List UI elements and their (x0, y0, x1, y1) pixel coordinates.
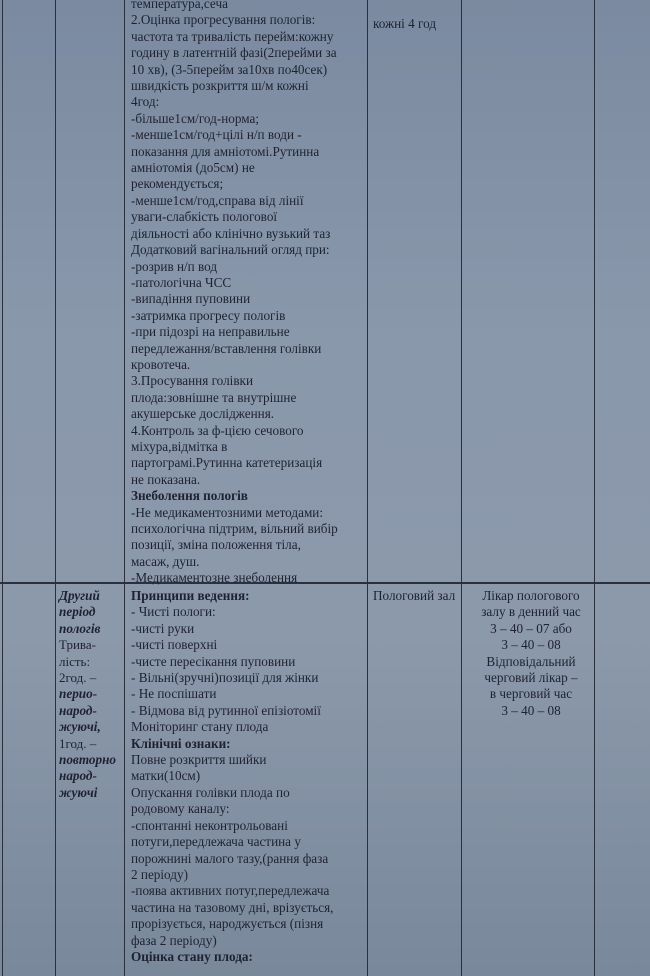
text-line: 2год. – (59, 670, 97, 686)
principles-lines (131, 604, 366, 735)
text-line: частина на тазовому дні, врізується, (131, 899, 334, 915)
text-line: -менше1см/год,справа від лінії (131, 192, 304, 208)
text-line: народ- (59, 702, 97, 718)
text-line: партограмі.Рутинна катетеризація (131, 455, 323, 471)
text-line: Повне розкриття шийки (131, 752, 267, 768)
title-line: пологів (59, 620, 101, 636)
text-line: Опускання голівки плода по (131, 784, 290, 800)
text-line: -більше1см/год-норма; (131, 110, 260, 126)
text-line: міхура,відмітка в (131, 438, 228, 454)
text-line: 4.Контроль за ф-цією сечового (131, 422, 304, 438)
column-divider (367, 0, 368, 976)
fetus-heading: Оцінка стану плода: (131, 948, 253, 964)
text-line: -спонтанні неконтрольовані (131, 817, 288, 833)
text-line: частота та тривалість перейм:кожну (131, 28, 334, 44)
text-line: уваги-слабкість пологової (131, 209, 278, 225)
text-line: не показана. (131, 471, 201, 487)
text-line: 2.Оцінка прогресування пологів: (131, 12, 316, 28)
text-line: -чисте пересікання пуповини (131, 653, 296, 669)
text-line: - Вільні(зручні)позиції для жінки (131, 670, 319, 686)
column-divider (55, 0, 56, 976)
column-divider (594, 0, 595, 976)
text-line: - Чисті пологи: (131, 604, 216, 620)
text-line: Додатковий вагінальний огляд при: (131, 242, 330, 258)
first-period-content (131, 0, 366, 587)
text-line: прорізується, народжується (пізня (131, 916, 324, 932)
text-line: -патологічна ЧСС (131, 274, 232, 290)
text-line: фаза 2 періоду) (131, 932, 217, 948)
title-line: період (59, 604, 96, 620)
text-line: матки(10см) (131, 768, 201, 784)
text-line: Відповідальний (486, 653, 576, 669)
text-line: 3 – 40 – 08 (501, 702, 561, 718)
text-line: повторно (59, 752, 117, 768)
text-line: швидкість розкриття ш/м кожні (131, 78, 309, 94)
text-line: 2 періоду) (131, 866, 188, 882)
column-divider (124, 0, 125, 976)
text-line: діяльності або клінічно вузький таз (131, 225, 331, 241)
text-line: -поява активних потуг,передлежача (131, 883, 330, 899)
text-line: показання для амніотомі.Рутинна (131, 143, 320, 159)
title-line: Другий (59, 588, 100, 603)
duration-values (59, 670, 123, 801)
second-period-place (373, 588, 461, 604)
second-period-responsible (469, 588, 593, 719)
text-line: -затримка прогресу пологів (131, 307, 286, 323)
text-line: амніотомія (до5см) не (131, 160, 255, 176)
anesthesia-lines (131, 505, 366, 587)
text-line: - Не поспішати (131, 686, 217, 702)
second-period-title-cell (59, 588, 123, 801)
text-line: передлежання/вставлення голівки (131, 340, 322, 356)
anesthesia-heading: Знеболення пологів (131, 488, 248, 504)
text-line: -розрив н/п вод (131, 258, 218, 274)
text-line: порожнині малого тазу,(рання фаза (131, 850, 329, 866)
text-line: акушерське дослідження. (131, 406, 275, 422)
text-line: -чисті поверхні (131, 637, 218, 653)
clinical-heading: Клінічні ознаки: (131, 735, 231, 751)
text-line: залу в денний час (481, 604, 581, 620)
text-line: 4год: (131, 94, 160, 110)
text-line: черговий лікар – (484, 670, 578, 686)
text-line: в черговий час (489, 686, 573, 702)
text-line: потуги,передлежача частина у (131, 834, 301, 850)
text-line: -менше1см/год+цілі н/п води - (131, 127, 302, 143)
text-line: Трива- (59, 637, 96, 653)
text-line: рекомендується; (131, 176, 224, 192)
text-line: -випадіння пуповини (131, 291, 251, 307)
text-line: 1год. – (59, 735, 97, 751)
text-line: 3 – 40 – 08 (501, 637, 561, 653)
clinical-lines (131, 752, 366, 949)
text-line: позиції, зміна положення тіла, (131, 537, 301, 553)
text-line: Лікар пологового (482, 588, 580, 603)
text-line: 10 хв), (3-5перейм за10хв по40сек) (131, 61, 328, 77)
principles-heading: Принципи ведення: (131, 588, 250, 603)
column-divider (461, 0, 462, 976)
text-line: жуючі, (59, 719, 101, 735)
text-line: - Відмова від рутинної епізіотомії (131, 702, 321, 718)
text-line: родовому каналу: (131, 801, 230, 817)
text-line: плода:зовнішне та внутрішне (131, 389, 297, 405)
second-period-content (131, 588, 366, 965)
text-line: народ- (59, 768, 97, 784)
text-line: -чисті руки (131, 620, 195, 636)
place-text: Пологовий зал (373, 588, 456, 603)
text-line: -Медикаментозне знеболення (131, 570, 298, 586)
text-line: 3.Просування голівки (131, 373, 254, 389)
text-line: 3 – 40 – 07 або (490, 620, 572, 636)
text-line: масаж, душ. (131, 553, 200, 569)
text-line: -при підозрі на неправильне (131, 324, 290, 340)
text-line: психологічна підтрим, вільний вибір (131, 521, 338, 536)
text-line: -Не медикаментозними методами: (131, 504, 324, 520)
text-line: Моніторинг стану плода (131, 719, 269, 735)
frequency-text: кожні 4 год (373, 16, 437, 31)
table-border-left (2, 0, 3, 976)
text-line: годину в латентній фазі(2перейми за (131, 45, 337, 61)
text-line: перио- (59, 686, 98, 702)
first-period-frequency (373, 16, 461, 32)
duration-label (59, 637, 123, 670)
text-line: температура,сеча (131, 0, 228, 11)
responsible-lines (469, 588, 593, 719)
text-line: лість: (59, 653, 91, 669)
second-period-title (59, 588, 123, 637)
first-period-lines (131, 0, 366, 488)
text-line: кровотеча. (131, 356, 191, 372)
text-line: жуючі (59, 784, 98, 800)
